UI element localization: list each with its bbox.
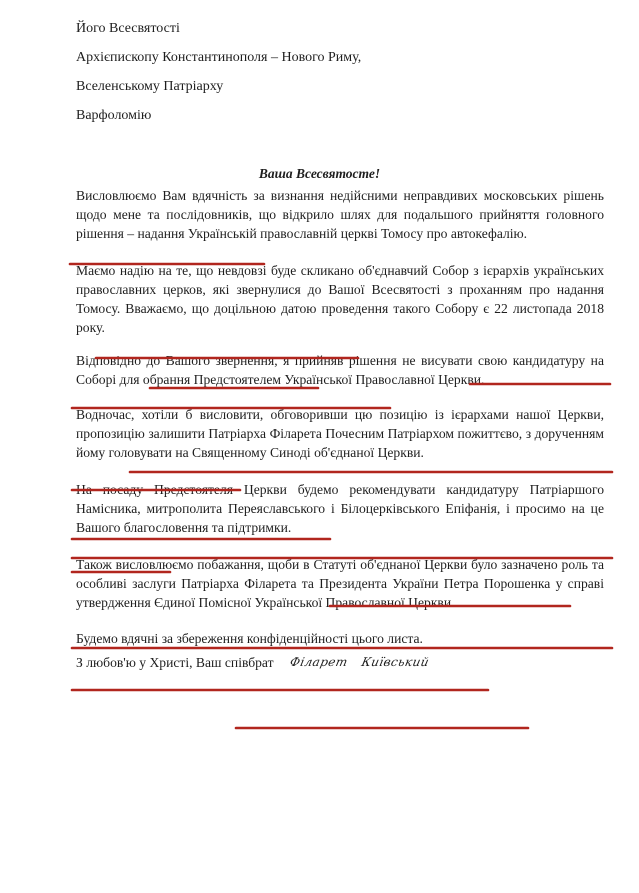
paragraph-candidate [76,480,604,537]
underlined-text: Будемо вдячні за збереження конфіденційності цього листа. [76,631,423,646]
underlined-text: в Статуті об'єднаної Церкви [303,557,468,572]
paragraph-text: Предстоятелем Української Православної Церкви. [190,372,485,387]
underlined-text: такого Собору є 22 листопада 2018 року. [76,301,604,335]
handwritten-signature [288,653,445,672]
paragraph-gratitude [76,186,604,243]
paragraph-text: , і просимо на це Вашого благословення та підтримки. [76,501,604,535]
paragraph-proposal [76,405,604,462]
paragraph-statute [76,555,604,612]
underlined-text: не висувати свою кандидатуру на Соборі для обрання [76,353,604,387]
paragraph-text: Водночас, хотіли б висловити, обговоривши цю позицію із ієрархами нашої Церкви, [76,407,604,422]
underlined-text: пропозицію залишити Патріарха Філарета Почесним Патріархом пожиттєво, з дорученням [76,426,604,441]
closing-text: З любов'ю у Христі, Ваш співбрат [76,655,274,670]
paragraph-text: Відповідно [76,353,147,368]
underlined-text: Томосу про автокефалію. [381,226,528,241]
signature-part: Філарет [288,655,349,669]
underlined-text: кандидатуру Патріаршого Намісника, митрополита Переяславського і Білоцерківського Епіфанія [76,482,604,516]
addressee-line: Архієпископу Константинополя – Нового Риму, [76,50,362,65]
paragraph-text: Висловлюємо Вам вдячність за визнання недійсними неправдивих московських рішень щодо мене та послідовників, що відкрило шлях для подальшого прийняття головного рішення – надання Українській православній церкві [76,188,604,241]
closing-line [76,653,604,672]
addressee-line: Вселенському Патріарху [76,79,224,94]
signature-part: Київський [359,655,431,669]
paragraph-text: Також висловлюємо побажання, щоби [76,557,304,572]
paragraph-confidentiality [76,629,604,648]
paragraph-text: було зазначено роль та особливі заслуги Патріарха Філарета та Президента України Петра Порошенка у справі утвердження Єдиної Помісної Української Православної Церкви. [76,557,604,610]
paragraph-council [76,261,604,337]
paragraph-text: йому головувати на Священному Синоді об'єднаної Церкви. [76,445,424,460]
addressee-block [76,14,361,130]
paragraph-text: Маємо надію на те, що невдовзі буде скликано об'єднавчий Собор з ієрархів українських православних церков, які звернулися до Вашої Всесвятості з проханням про надання Томосу. Вважаємо, що доцільною датою проведення [76,263,604,316]
salutation: Ваша Всесвятосте! [258,166,381,181]
addressee-line: Варфоломію [76,108,152,123]
paragraph-text: , я прийняв рішення [274,353,403,368]
paragraph-decision [76,351,604,389]
addressee-line: Його Всесвятості [76,21,180,36]
paragraph-text: будемо рекомендувати [286,482,447,497]
underlined-text: до Вашого звернення [146,353,275,368]
letter-body [76,186,604,672]
underlined-text: На посаду Предстоятеля Церкви [76,482,287,497]
